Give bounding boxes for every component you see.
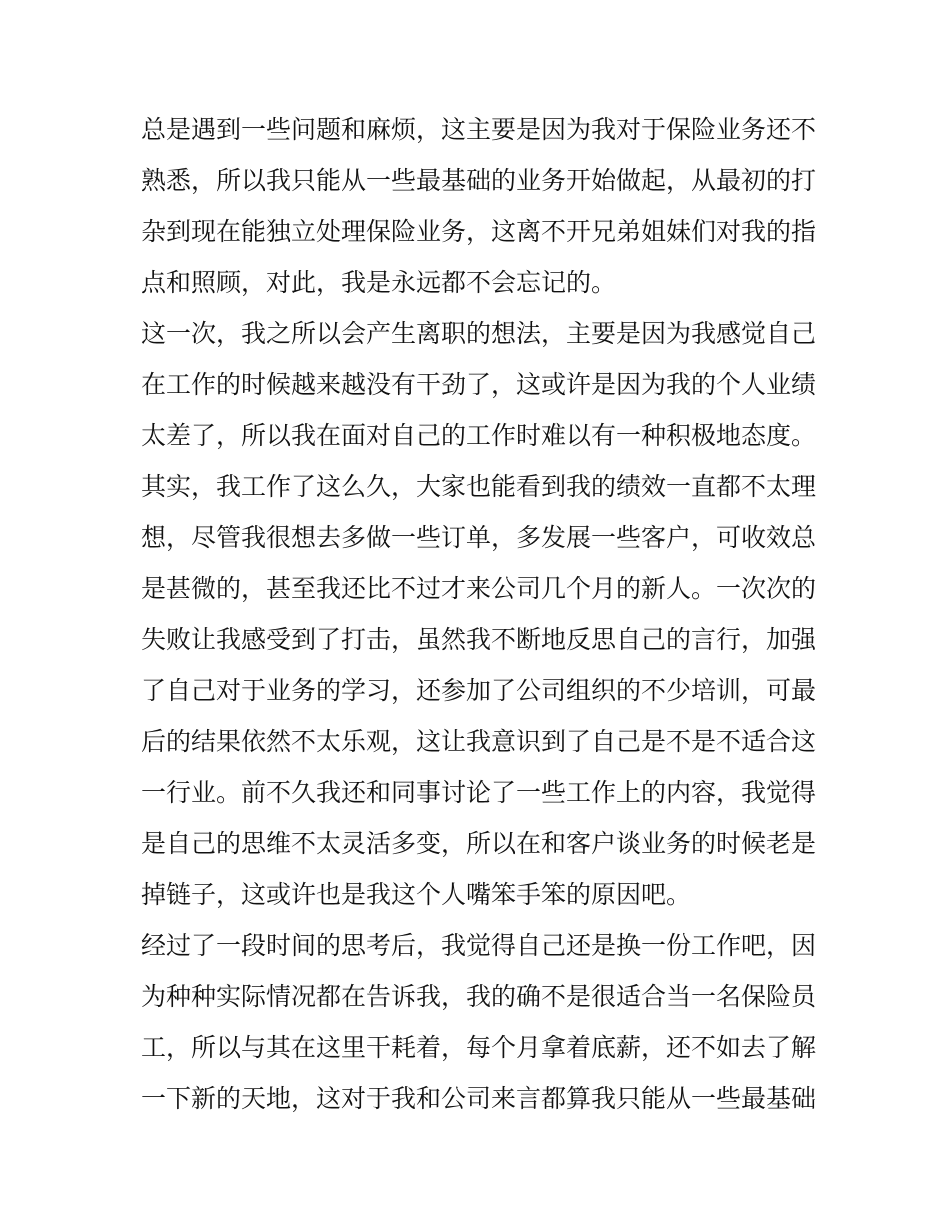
text-line: 其实，我工作了这么久，大家也能看到我的绩效一直都不太理: [141, 472, 817, 501]
text-line: 这一次，我之所以会产生离职的想法，主要是因为我感觉自己: [141, 319, 817, 348]
text-line: 工，所以与其在这里干耗着，每个月拿着底薪，还不如去了解: [141, 1033, 817, 1062]
text-line: 失败让我感受到了打击，虽然我不断地反思自己的言行，加强: [141, 625, 817, 654]
text-line: 后的结果依然不太乐观，这让我意识到了自己是不是不适合这: [141, 727, 817, 756]
text-line: 点和照顾，对此，我是永远都不会忘记的。: [141, 268, 617, 297]
text-line: 熟悉，所以我只能从一些最基础的业务开始做起，从最初的打: [141, 166, 817, 195]
paragraph-3: [141, 461, 817, 920]
text-line: 是甚微的，甚至我还比不过才来公司几个月的新人。一次次的: [141, 574, 817, 603]
paragraph-4: [141, 920, 817, 1124]
text-line: 掉链子，这或许也是我这个人嘴笨手笨的原因吧。: [141, 880, 692, 909]
text-line: 是自己的思维不太灵活多变，所以在和客户谈业务的时候老是: [141, 829, 817, 858]
paragraph-2: [141, 308, 817, 461]
text-line: 总是遇到一些问题和麻烦，这主要是因为我对于保险业务还不: [141, 115, 817, 144]
paragraph-1: [141, 104, 817, 308]
text-line: 太差了，所以我在面对自己的工作时难以有一种积极地态度。: [141, 421, 817, 450]
text-line: 了自己对于业务的学习，还参加了公司组织的不少培训，可最: [141, 676, 817, 705]
text-line: 想，尽管我很想去多做一些订单，多发展一些客户，可收效总: [141, 523, 817, 552]
text-line: 一行业。前不久我还和同事讨论了一些工作上的内容，我觉得: [141, 778, 817, 807]
text-line: 一下新的天地，这对于我和公司来言都算我只能从一些最基础: [141, 1084, 817, 1113]
text-line: 在工作的时候越来越没有干劲了，这或许是因为我的个人业绩: [141, 370, 817, 399]
text-line: 经过了一段时间的思考后，我觉得自己还是换一份工作吧，因: [141, 931, 817, 960]
document-body: [141, 104, 817, 1124]
text-line: 为种种实际情况都在告诉我，我的确不是很适合当一名保险员: [141, 982, 817, 1011]
text-line: 杂到现在能独立处理保险业务，这离不开兄弟姐妹们对我的指: [141, 217, 817, 246]
